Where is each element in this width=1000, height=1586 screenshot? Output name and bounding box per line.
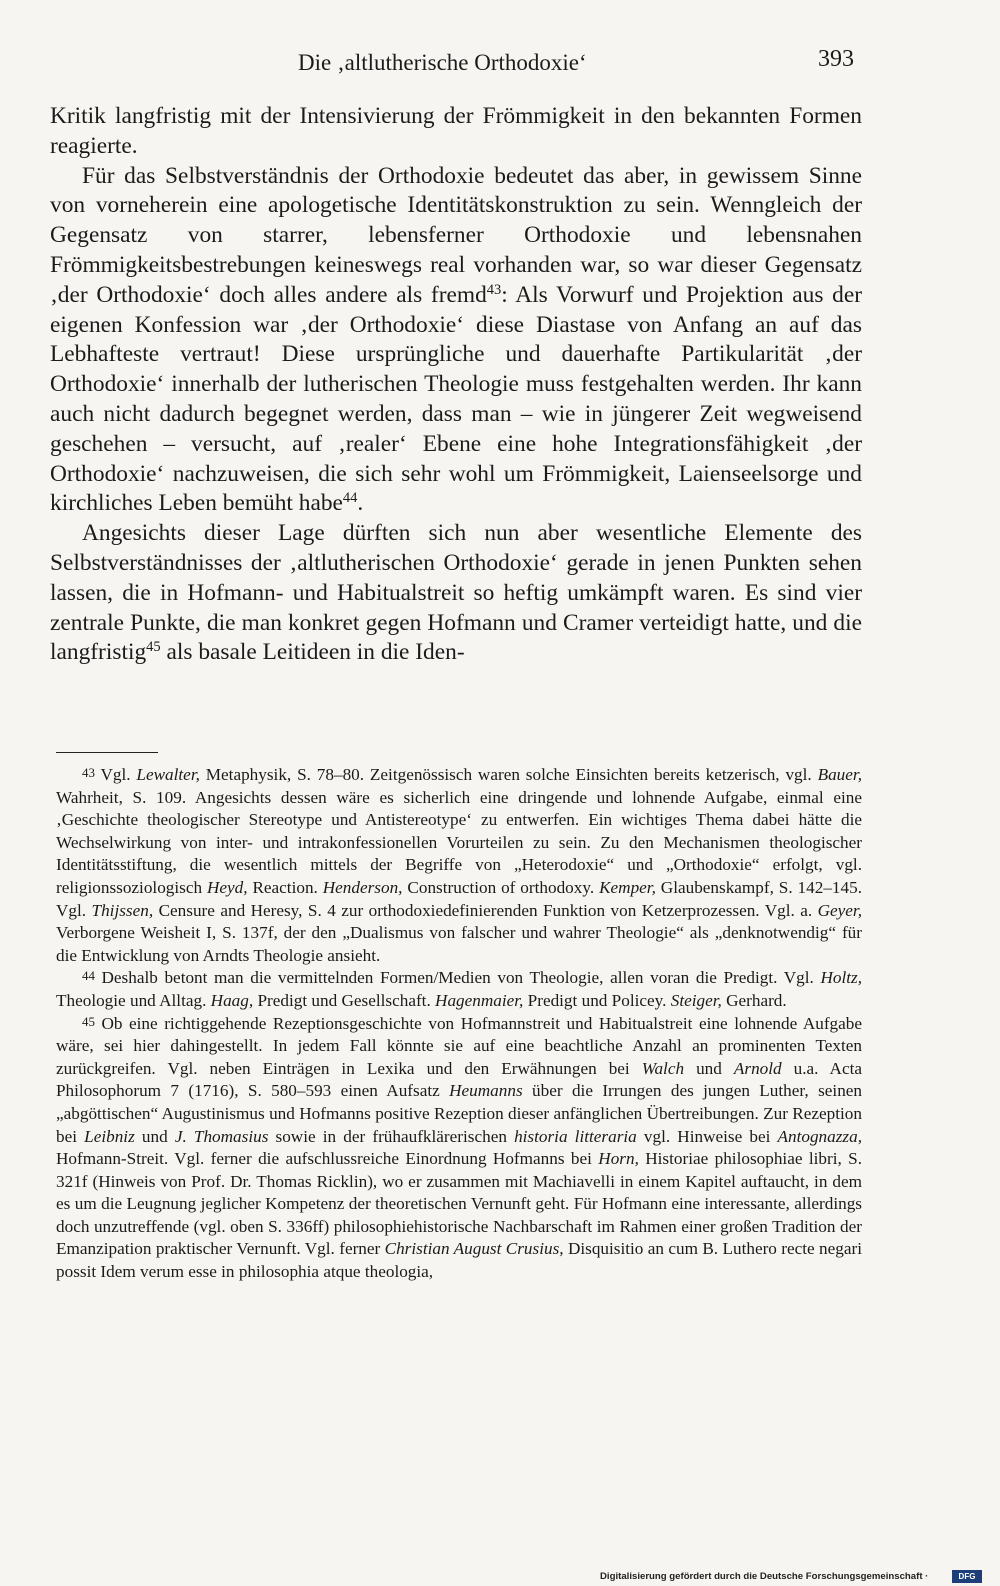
paragraph: Kritik langfristig mit der Intensivierung der Frömmigkeit in den bekannten Formen reagierte. [50,103,862,159]
footnotes [56,764,862,1284]
digitization-footer [600,1570,984,1584]
dfg-logo-icon: DFG [952,1570,982,1583]
page-number: 393 [818,46,854,72]
footnote-ref[interactable]: 44 [342,490,358,507]
paragraph: Angesichts dieser Lage dürften sich nun aber wesentliche Elemente des Selbstverständnisses der ‚altlutherischen Orthodoxie‘ gerade in jenen Punkten sehen lassen, die in Hofmann- und Habitualstreit so heftig umkämpft waren. Es sind vier zentrale Punkte, die man konkret gegen Hofmann und Cramer verteidigt hatte, und die langfristig$^{45}$ als basale Leitideen in die Iden- [50,520,862,666]
footnote-ref[interactable]: 43 [486,281,502,298]
running-title: Die ‚altlutherische Orthodoxie‘ [298,50,587,75]
footnote-ref[interactable]: 45 [146,639,161,656]
main-text [50,102,862,668]
funding-note: Digitalisierung gefördert durch die Deutsche Forschungsgemeinschaft · [600,1571,929,1582]
footnote-44: $^{44}$ Deshalb betont man die vermittelnden Formen/Medien von Theologie, allen voran die Predigt. Vgl. Holtz, Theologie und Alltag. Haag, Predigt und Gesellschaft. Hagenmaier, Predigt und Policey. Steiger, Gerhard. [56,968,862,1010]
footnote-45: $^{45}$ Ob eine richtiggehende Rezeptionsgeschichte von Hofmannstreit und Habitualstreit eine lohnende Aufgabe wäre, sei hier dahingestellt. In jedem Fall könnte sie auf eine beachtliche Anzahl an prominenten Texten zurückgreifen. Vgl. neben Einträgen in Lexika und den Erwähnungen bei Walch und Arnold u.a. Acta Philosophorum 7 (1716), S. 580–593 einen Aufsatz Heumanns über die Irrungen des jungen Luther, seinen „abgöttischen“ Augustinismus und Hofmanns positive Rezeption dieser anfänglichen Übertreibungen. Zur Rezeption bei Leibniz und J. Thomasius sowie in der frühaufklärerischen historia litteraria vgl. Hinweise bei Antognazza, Hofmann-Streit. Vgl. ferner die aufschlussreiche Einordnung Hofmanns bei Horn, Historiae philosophiae libri, S. 321f (Hinweis von Prof. Dr. Thomas Ricklin), wo er zusammen mit Machiavelli in einem Kapitel auftaucht, in dem es um die Leugnung jeglicher Kompetenz der theoretischen Vernunft geht. Für Hofmann eine interessante, allerdings doch unzutreffende (vgl. oben S. 336ff) philosophiehistorische Nachbarschaft im Rahmen einer großen Tradition der Emanzipation praktischer Vernunft. Vgl. ferner Christian August Crusius, Disquisitio an cum B. Luthero recte negari possit Idem verum esse in philosophia atque theologia, [56,1013,863,1282]
footnote-divider [56,752,158,753]
paragraph: Für das Selbstverständnis der Orthodoxie bedeutet das aber, in gewissem Sinne von vorneherein eine apologetische Identitätskonstruktion zu sein. Wenngleich der Gegensatz von starrer, lebensferner Orthodoxie und lebensnahen Frömmigkeitsbestrebungen keineswegs real vorhanden war, so war dieser Gegensatz ‚der Orthodoxie‘ doch alles andere als fremd$^{43}$: Als Vorwurf und Projektion aus der eigenen Konfession war ‚der Orthodoxie‘ diese Diastase von Anfang an auf das Lebhafteste vertraut! Diese ursprüngliche und dauerhafte Partikularität ‚der Orthodoxie‘ innerhalb der lutherischen Theologie muss festgehalten werden. Ihr kann auch nicht dadurch begegnet werden, dass man – wie in jüngerer Zeit wegweisend geschehen – versucht, auf ‚realer‘ Ebene eine hohe Integrationsfähigkeit ‚der Orthodoxie‘ nachzuweisen, die sich sehr wohl um Frömmigkeit, Laienseelsorge und kirchliches Leben bemüht habe$^{44}$. [50,162,863,517]
footnote-43: $^{43}$ Vgl. Lewalter, Metaphysik, S. 78–80. Zeitgenössisch waren solche Einsichten bereits ketzerisch, vgl. Bauer, Wahrheit, S. 109. Angesichts dessen wäre es sicherlich eine dringende und lohnende Aufgabe, einmal eine ‚Geschichte theologischer Stereotype und Antistereotype‘ zu entwerfen. Ein wichtiges Thema dabei hätte die Wechselwirkung von inter- und intrakonfessionellen Vorurteilen zu sein. Zu den Mechanismen theologischer Identitätsstiftung, die wesentlich mittels der Begriffe von „Heterodoxie“ und „Orthodoxie“ erfolgt, vgl. religionssoziologisch Heyd, Reaction. Henderson, Construction of orthodoxy. Kemper, Glaubenskampf, S. 142–145. Vgl. Thijssen, Censure and Heresy, S. 4 zur orthodoxiedefinierenden Funktion von Ketzerprozessen. Vgl. a. Geyer, Verborgene Weisheit I, S. 137f, der den „Dualismus von falscher und wahrer Theologie“ als „denknotwendig“ für die Entwicklung von Arndts Theologie ansieht. [56,765,863,965]
running-header [0,46,1000,86]
